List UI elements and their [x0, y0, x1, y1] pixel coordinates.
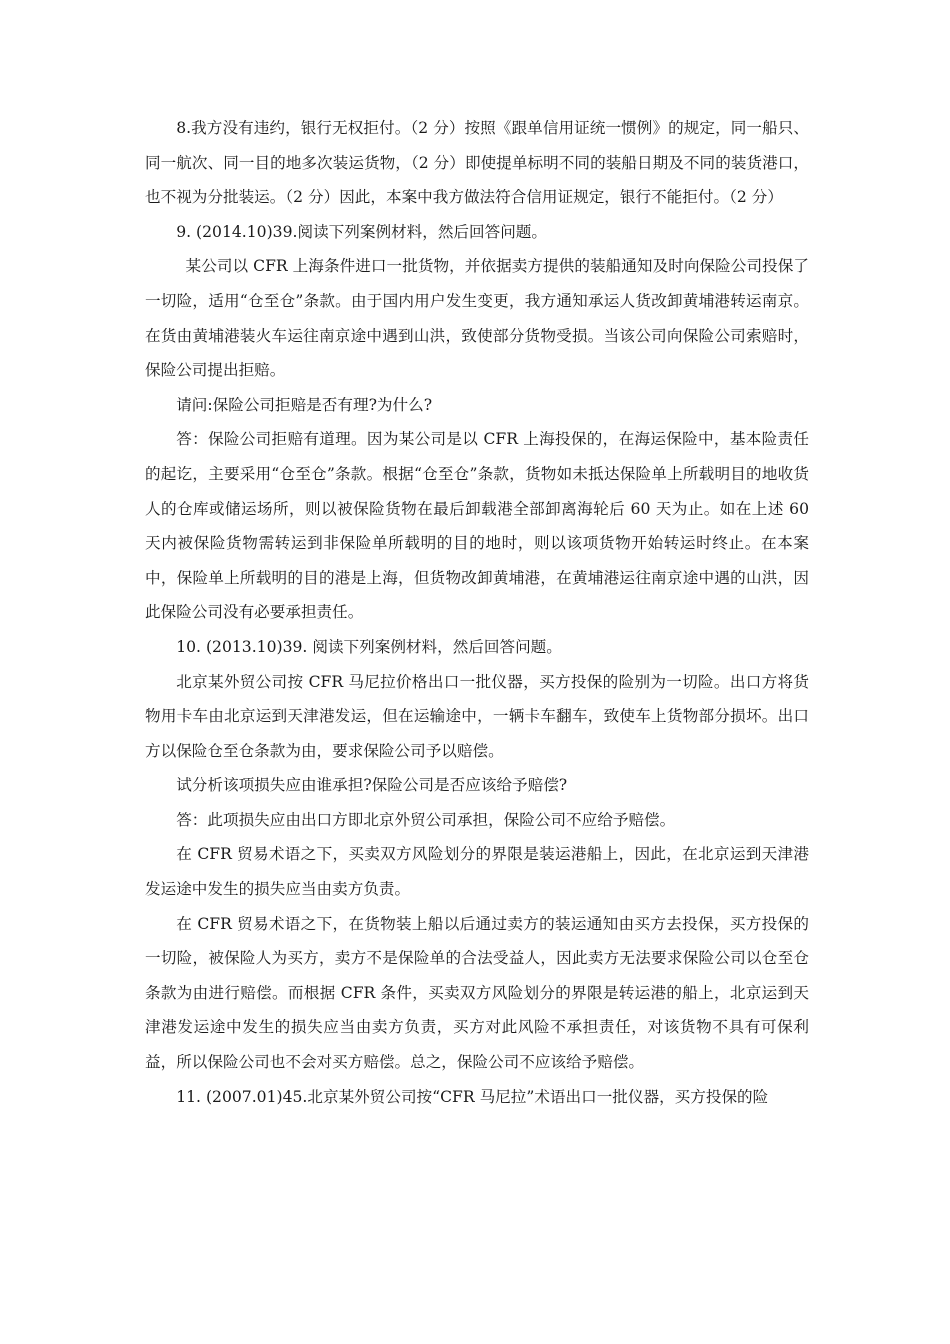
- answer-8-paragraph: 8.我方没有违约，银行无权拒付。（2 分）按照《跟单信用证统一惯例》的规定，同一船只、同一航次、同一目的地多次装运货物，（2 分）即使提单标明不同的装船日期及不同的装货港口，也不视为分批装运。（2 分）因此，本案中我方做法符合信用证规定，银行不能拒付。（2 分）: [145, 119, 809, 207]
- question-10-heading: 10. (2013.10)39. 阅读下列案例材料，然后回答问题。: [176, 637, 562, 656]
- question-9-case-text: 某公司以 CFR 上海条件进口一批货物，并依据卖方提供的装船通知及时向保险公司投保了一切险，适用“仓至仓”条款。由于国内用户发生变更，我方通知承运人货改卸黄埔港转运南京。在货由黄埔港装火车运往南京途中遇到山洪，致使部分货物受损。当该公司向保险公司索赔时，保险公司提出拒赔。: [145, 257, 809, 380]
- question-10-answer: 答：此项损失应由出口方即北京外贸公司承担，保险公司不应给予赔偿。: [176, 810, 676, 829]
- question-10-case-text: 北京某外贸公司按 CFR 马尼拉价格出口一批仪器，买方投保的险别为一切险。出口方将货物用卡车由北京运到天津港发运，但在运输途中，一辆卡车翻车，致使车上货物部分损坏。出口方以保险仓至仓条款为由，要求保险公司予以赔偿。: [145, 672, 809, 760]
- question-9-prompt: 请问:保险公司拒赔是否有理?为什么?: [176, 395, 433, 414]
- question-11-heading: 11. (2007.01)45.北京某外贸公司按“CFR 马尼拉”术语出口一批仪器，买方投保的险: [176, 1087, 769, 1106]
- question-10-explanation-1: 在 CFR 贸易术语之下，买卖双方风险划分的界限是装运港船上，因此，在北京运到天津港发运途中发生的损失应当由卖方负责。: [145, 845, 809, 899]
- question-9-answer: 答：保险公司拒赔有道理。因为某公司是以 CFR 上海投保的，在海运保险中，基本险责任的起讫，主要采用“仓至仓”条款。根据“仓至仓”条款，货物如未抵达保险单上所载明目的地收货人的仓库或储运场所，则以被保险货物在最后卸载港全部卸离海轮后 60 天为止。如在上述 60 天内被保险货物需转运到非保险单所载明的目的地时，则以该项货物开始转运时终止。在本案中，保险单上所载明的目的港是上海，但货物改卸黄埔港，在黄埔港运往南京途中遇的山洪，因此保险公司没有必要承担责任。: [145, 430, 809, 622]
- question-10-explanation-2: 在 CFR 贸易术语之下，在货物装上船以后通过卖方的装运通知由买方去投保，买方投保的一切险，被保险人为买方，卖方不是保险单的合法受益人，因此卖方无法要求保险公司以仓至仓条款为由进行赔偿。而根据 CFR 条件，买卖双方风险划分的界限是转运港的船上，北京运到天津港发运途中发生的损失应当由卖方负责，买方对此风险不承担责任，对该货物不具有可保利益，所以保险公司也不会对买方赔偿。总之，保险公司不应该给予赔偿。: [145, 914, 809, 1072]
- document-body: [145, 111, 809, 1114]
- question-10-prompt: 试分析该项损失应由谁承担?保险公司是否应该给予赔偿?: [176, 776, 568, 795]
- question-9-heading: 9. (2014.10)39.阅读下列案例材料，然后回答问题。: [176, 222, 547, 241]
